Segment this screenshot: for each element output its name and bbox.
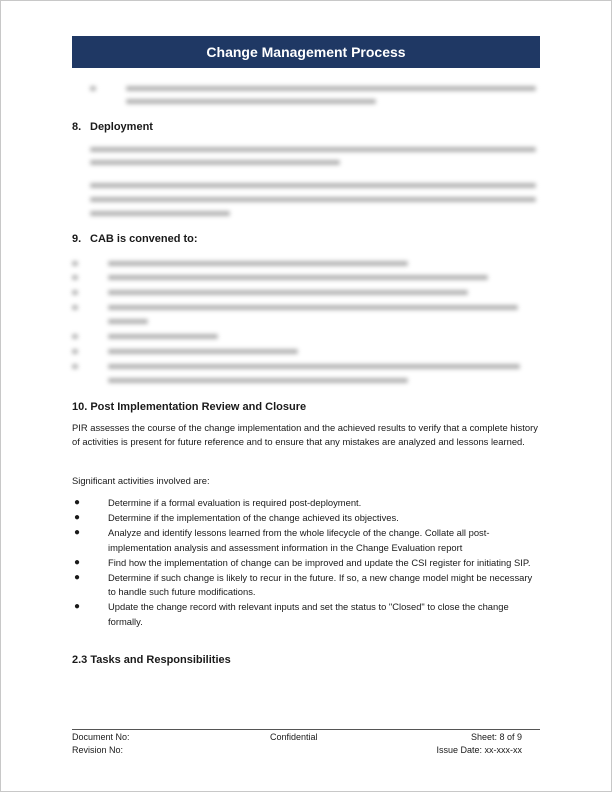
activities-label: Significant activities involved are: (72, 475, 210, 486)
pir-intro-paragraph: PIR assesses the course of the change implementation and the achieved results to verify that a complete history of activities is present for future reference and to ensure that any mistakes are analyzed and lessons learned. (72, 422, 538, 448)
list-item-text: Determine if such change is likely to recur in the future. If so, a new change model might be necessary to handle such future modifications. (108, 572, 533, 598)
list-item-text: Analyze and identify lessons learned from the whole lifecycle of the change. Collate all post-implementation analysis and assessment information in the Change Evaluation report (108, 527, 490, 553)
bullet-icon: ● (74, 601, 81, 613)
footer-divider (72, 729, 540, 730)
section-title: 2.3 Tasks and Responsibilities (72, 654, 231, 666)
list-item-text: Find how the implementation of change can be improved and update the CSI register for initiating SIP. (108, 556, 531, 568)
section-number: 9. (72, 233, 82, 245)
section-heading-tasks (72, 654, 231, 666)
section-heading-cab (72, 233, 198, 245)
footer-confidential: Confidential (270, 732, 318, 742)
bullet-icon: ● (74, 497, 81, 508)
list-item (72, 571, 540, 599)
list-item-text: Determine if a formal evaluation is required post-deployment. (108, 497, 362, 508)
document-title-bar (72, 36, 540, 68)
bullet-icon: ● (74, 527, 81, 539)
section-heading-deployment (72, 121, 153, 133)
bullet-icon: ● (74, 512, 81, 524)
pir-activities-list (72, 496, 540, 630)
section-title: Deployment (90, 121, 153, 133)
section-number: 8. (72, 121, 82, 133)
list-item (72, 600, 540, 628)
section-heading-pir (72, 401, 306, 413)
footer-document-no: Document No: (72, 732, 130, 742)
list-item (72, 511, 540, 525)
bullet-icon: ● (74, 572, 81, 584)
list-item (72, 496, 540, 510)
bullet-icon: ● (74, 556, 81, 568)
footer-sheet: Sheet: 8 of 9 (470, 732, 522, 742)
footer-issue-date: Issue Date: xx-xxx-xx (436, 745, 522, 755)
section-title: CAB is convened to: (90, 233, 198, 245)
section-title: 10. Post Implementation Review and Closure (72, 401, 307, 413)
document-title: Change Management Process (206, 44, 406, 60)
list-item-text: Determine if the implementation of the change achieved its objectives. (108, 512, 399, 524)
list-item (72, 556, 540, 570)
list-item-text: Update the change record with relevant inputs and set the status to "Closed" to close the change formally. (108, 601, 509, 627)
footer-revision-no: Revision No: (72, 745, 124, 755)
list-item (72, 526, 540, 554)
